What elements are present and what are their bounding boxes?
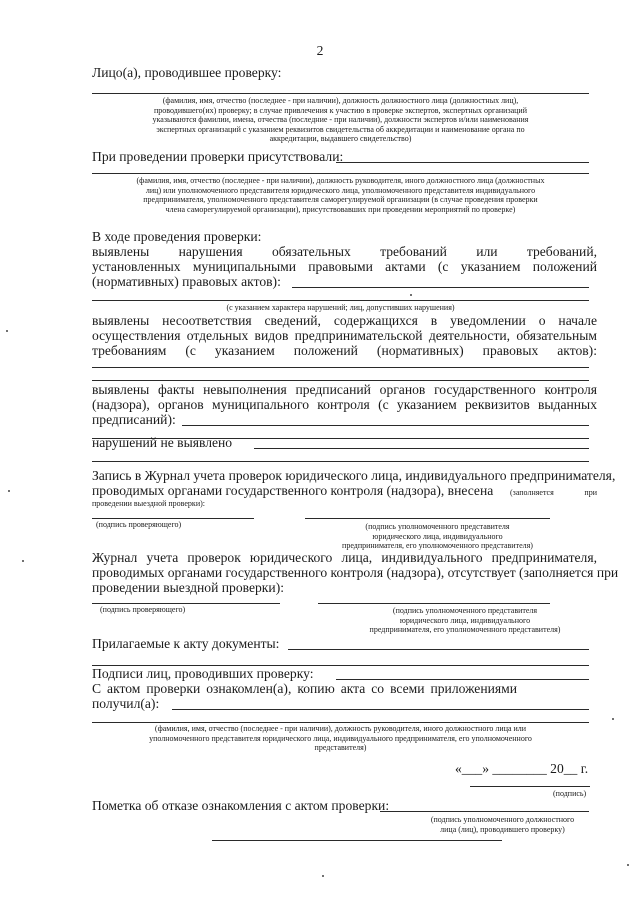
refusal-fill-line[interactable] — [380, 811, 589, 812]
journal-entry-note: (заполняется при — [510, 488, 597, 497]
journal-absent-inspector-caption: (подпись проверяющего) — [100, 605, 186, 614]
violations-fill-line-2[interactable] — [92, 300, 589, 301]
no-violations-fill-line-2[interactable] — [92, 461, 589, 462]
violations-line-2: установленных муниципальными правовыми актами (с указанием положений — [92, 259, 597, 274]
inspectors-caption: (фамилия, имя, отчество (последнее - при наличии), должность должностного лица (должностных лиц), проводившего(их) проверку; в случае привлечения к участию в проверке экспертов, экспертных организаций указываются фамилии, имена, отчества (последние - при наличии), должности экспертов и/или наименования экспертных организаций с указанием реквизитов свидетельства об аккредитации и наименование органа по аккредитации, выдавшего свидетельство) — [152, 96, 529, 144]
violations-line-3: (нормативных) правовых актов): — [92, 274, 281, 289]
inspectors-fill-line[interactable] — [92, 93, 589, 94]
non-fulfillment-line-2: (надзора), органов муниципального контроля (с указанием реквизитов выданных — [92, 397, 597, 412]
journal-entry-line-1: Запись в Журнал учета проверок юридического лица, индивидуального предпринимателя, — [92, 468, 616, 483]
scan-speck — [627, 864, 629, 866]
no-violations-fill-line-1[interactable] — [254, 448, 589, 449]
non-fulfillment-line-1: выявлены факты невыполнения предписаний органов государственного контроля — [92, 382, 597, 397]
present-fill-line-1[interactable] — [336, 162, 589, 163]
scan-speck — [6, 330, 8, 332]
inspectors-label: Лицо(а), проводившее проверку: — [92, 65, 282, 80]
acquainted-caption: (фамилия, имя, отчество (последнее - при наличии), должность руководителя, иного должностного лица или уполномоченного представителя юридического лица, индивидуального предпринимателя, его уполномоченного представителя) — [149, 724, 532, 753]
journal-entry-representative-signature-line[interactable] — [305, 518, 550, 519]
acquainted-fill-line-2[interactable] — [92, 722, 589, 723]
refusal-label: Пометка об отказе ознакомления с актом проверки: — [92, 798, 390, 813]
scan-speck — [410, 294, 412, 296]
journal-entry-representative-caption: (подпись уполномоченного представителя юридического лица, индивидуального предпринимателя, его уполномоченного представителя) — [342, 522, 533, 551]
non-fulfillment-fill-line-1[interactable] — [182, 425, 589, 426]
inconsistencies-line-2: осуществления отдельных видов предпринимательской деятельности, обязательным — [92, 328, 597, 343]
journal-entry-line-2: проводимых органами государственного контроля (надзора), внесена — [92, 483, 494, 498]
inconsistencies-fill-line-1[interactable] — [92, 367, 589, 368]
refusal-bottom-line[interactable] — [212, 840, 502, 841]
journal-absent-line-2: проводимых органами государственного контроля (надзора), отсутствует (заполняется при — [92, 565, 619, 580]
acquainted-date[interactable]: «___» ________ 20__ г. — [455, 761, 589, 776]
no-violations-label: нарушений не выявлено — [92, 435, 233, 450]
scan-speck — [22, 560, 24, 562]
violations-line-1: выявлены нарушения обязательных требований или требований, — [92, 244, 597, 259]
acquainted-fill-line-1[interactable] — [172, 709, 589, 710]
attachments-fill-line-1[interactable] — [288, 649, 589, 650]
inconsistencies-fill-line-2[interactable] — [92, 380, 589, 381]
journal-absent-line-3: проведении выездной проверки): — [92, 580, 284, 595]
acquainted-line-2: получил(а): — [92, 696, 160, 711]
signatures-fill-line[interactable] — [336, 679, 589, 680]
inconsistencies-line-1: выявлены несоответствия сведений, содержащихся в уведомлении о начале — [92, 313, 597, 328]
journal-absent-representative-caption: (подпись уполномоченного представителя юридического лица, индивидуального предпринимателя, его уполномоченного представителя) — [369, 606, 561, 635]
violations-fill-line-1[interactable] — [292, 287, 589, 288]
present-label: При проведении проверки присутствовали: — [92, 149, 344, 164]
findings-heading: В ходе проведения проверки: — [92, 229, 262, 244]
journal-absent-representative-signature-line[interactable] — [318, 603, 550, 604]
present-caption: (фамилия, имя, отчество (последнее - при наличии), должность руководителя, иного должностного лица (должностных лиц) или уполномоченного представителя юридического лица, уполномоченного представителя индивидуального предпринимателя, уполномоченного представителя саморегулируемой организации (в случае проведения проверки члена саморегулируемой организации), присутствовавших при проведении мероприятий по проверке) — [136, 176, 545, 214]
acquainted-line-1: С актом проверки ознакомлен(а), копию акта со всеми приложениями — [92, 681, 517, 696]
scan-speck — [8, 490, 10, 492]
journal-absent-inspector-signature-line[interactable] — [92, 603, 280, 604]
page-number: 2 — [316, 43, 324, 58]
acquainted-signature-line[interactable] — [470, 786, 590, 787]
non-fulfillment-line-3: предписаний): — [92, 412, 176, 427]
journal-entry-inspector-caption: (подпись проверяющего) — [96, 520, 182, 529]
scan-speck — [322, 875, 324, 877]
journal-entry-note-2: проведении выездной проверки): — [92, 499, 205, 508]
violations-caption: (с указанием характера нарушений; лиц, допустивших нарушения) — [226, 303, 455, 312]
journal-absent-line-1: Журнал учета проверок юридического лица, индивидуального предпринимателя, — [92, 550, 597, 565]
signature-caption: (подпись) — [553, 789, 587, 798]
signatures-label: Подписи лиц, проводивших проверку: — [92, 666, 314, 681]
present-fill-line-2[interactable] — [92, 173, 589, 174]
journal-entry-inspector-signature-line[interactable] — [92, 518, 254, 519]
scan-speck — [612, 718, 614, 720]
inconsistencies-line-3: требованиям (с указанием положений (нормативных) правовых актов): — [92, 343, 597, 358]
attachments-label: Прилагаемые к акту документы: — [92, 636, 280, 651]
refusal-caption: (подпись уполномоченного должностного лица (лиц), проводившего проверку) — [430, 815, 575, 834]
